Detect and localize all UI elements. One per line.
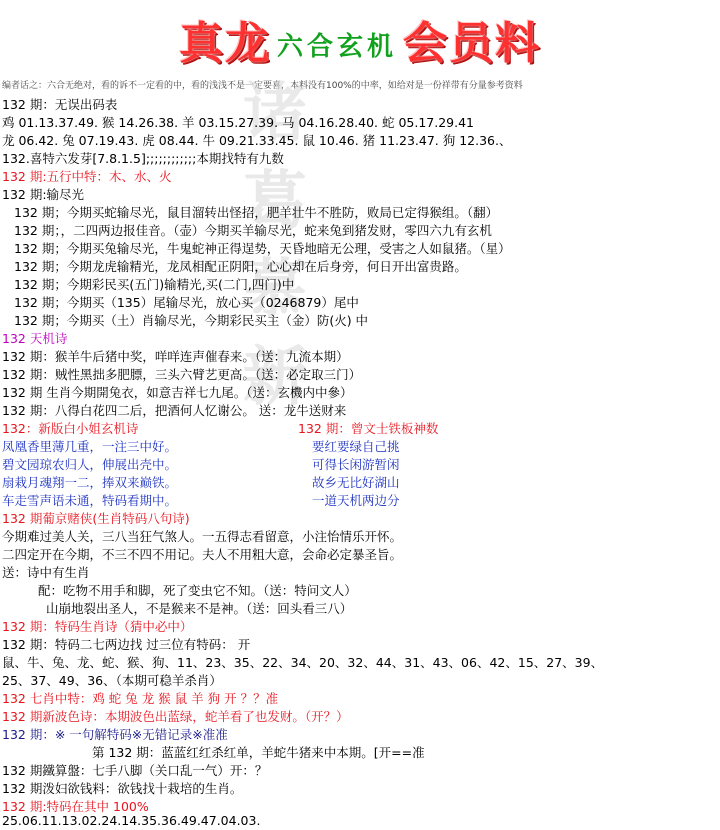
line-period-table-heading: 132 期：无误出码表 <box>2 97 118 112</box>
line-number-list-2: 25、37、49、36、（本期可稳羊杀肖） <box>2 673 222 688</box>
line-gambler-heading: 132 期葡京赌侠(生肖特码八句诗) <box>2 511 190 526</box>
line-gambler-1: 今期难过美人关，三八当狂气煞人。一五得志看留意，小注怡情乐开怀。 <box>2 529 403 544</box>
line-one-sentence: 第 132 期：蓝蓝红红杀红单，羊蛇牛猪来中本期。[开==准 <box>92 745 425 760</box>
line-lose-all-1: 132 期；今期买蛇输尽光，鼠目溜转出怪招，肥羊壮牛不胜防，败局已定得猴组。（翻） <box>14 205 499 220</box>
line-gambler-2: 二四定开在今期，不三不四不用记。夫人不用粗大意，会命必定暴圣旨。 <box>2 547 403 562</box>
line-final-numbers-1: 25.06.11.13.02.24.14.35.36.49.47.04.03. <box>2 813 261 828</box>
line-heaven-poem-heading: 132 天机诗 <box>2 331 68 346</box>
line-miss-bai-3: 扇栽月魂翔一二，捧双来巅铁。 <box>2 475 178 490</box>
watermark-char: 诸 <box>243 76 307 151</box>
line-lose-all-7: 132 期；今期买（土）肖输尽光，今期彩民买主（金）防(火) 中 <box>14 313 369 328</box>
line-zeng-1: 要红要绿自己挑 <box>312 439 400 454</box>
watermark-char: 慕 <box>243 252 307 327</box>
editor-notice: 编者话之：六合无绝对，看的诉不一定看的中，看的浅浅不是一定要喜，本料没有100%的中率，如给对是一份祥带有分量参考资料 <box>2 81 523 91</box>
line-miss-bai-heading: 132：新版白小姐玄机诗 <box>2 421 139 436</box>
watermark-char: 新 <box>243 340 307 415</box>
line-miss-bai-4: 车走雪声语未通，特码看期中。 <box>2 493 178 508</box>
line-lose-all-5: 132 期；今期彩民买(五门)输精光,买(二门,四门)中 <box>14 277 295 292</box>
title-part-3: 会员料 <box>403 18 541 69</box>
title-part-1: 真龙 <box>178 18 271 69</box>
line-special-zodiac-poem: 132 期：特码生肖诗（猜中必中） <box>2 619 193 634</box>
line-shrew-money: 132 期泼妇欲钱料：欲钱找十栽培的生肖。 <box>2 781 243 796</box>
line-zodiac-numbers-1: 鸡 01.13.37.49. 猴 14.26.38. 羊 03.15.27.39. 马 04.16.28.40. 蛇 05.17.29.41 <box>2 115 474 130</box>
line-gambler-5: 山崩地裂出圣人，不是猴来不是神。（送：回头看三八） <box>46 601 353 616</box>
line-lose-all-2: 132 期；，二四两边报佳音。（壶）今期买羊输尽光，蛇来兔到猪发财，零四六九有玄机 <box>14 223 492 238</box>
line-special-code-2-7: 132 期：特码二七两边找 过三位有特码： 开 <box>2 637 251 652</box>
page-header <box>0 0 720 78</box>
line-seven-zodiac: 132 七肖中特：鸡 蛇 兔 龙 猴 鼠 羊 狗 开 ？？准 <box>2 691 279 706</box>
line-gambler-4: 配：吃物不用手和脚，死了变虫它不知。（送：特问文人） <box>38 583 357 598</box>
line-heaven-poem-1: 132 期：猴羊牛后猪中奖，咩咩连声催春来。（送：九流本期） <box>2 349 349 364</box>
line-lucky-digits: 132.喜特六发芽[7.8.1.5];;;;;;;;;;;;本期找特有九数 <box>2 151 284 166</box>
line-zeng-3: 故乡无比好湖山 <box>312 475 400 490</box>
line-lose-all-6: 132 期；今期买（135）尾输尽光，放心买（0246879）尾中 <box>14 295 359 310</box>
line-zeng-4: 一道天机两边分 <box>312 493 400 508</box>
line-zeng-2: 可得长闲游暂闲 <box>312 457 400 472</box>
title-part-2: 六合玄机 <box>276 31 397 62</box>
line-special-inside: 132 期:特码在其中 100% <box>2 799 149 814</box>
line-wave-color-poem: 132 期新波色诗：本期波色出蓝绿，蛇羊看了也发财。（开？） <box>2 709 349 724</box>
line-one-sentence-heading: 132 期：※ 一句解特码※无错记录※准准 <box>2 727 228 742</box>
line-five-elements: 132 期:五行中特：木、水、火 <box>2 169 172 184</box>
line-miss-bai-1: 凤凰香里薄几重，一注三中好。 <box>2 439 178 454</box>
line-iron-abacus: 132 期鐵算盤：七手八脚（关口乱一气）开：？ <box>2 763 268 778</box>
line-heaven-poem-2: 132 期：贼性黑拙多肥膘，三头六臂艺更高。（送：必定取三门） <box>2 367 362 382</box>
line-gambler-3: 送：诗中有生肖 <box>2 565 90 580</box>
line-lose-all-4: 132 期；今期龙虎输精光，龙凤相配正阴阳，心心却在后身旁，何日开出富贵路。 <box>14 259 467 274</box>
line-lose-all-heading: 132 期:输尽光 <box>2 187 85 202</box>
line-heaven-poem-3: 132 期 生肖今期開兔衣，如意吉祥七九尾。（送：玄機内中參） <box>2 385 353 400</box>
watermark-char: 葛 <box>243 164 307 239</box>
line-number-list-1: 鼠、牛、兔、龙、蛇、猴、狗、11、23、35、22、34、20、32、44、31、43、06、42、15、27、39、 <box>2 655 604 670</box>
line-zeng-heading: 132 期：曾文士铁板神数 <box>298 421 439 436</box>
line-lose-all-3: 132 期；今期买兔输尽光，牛鬼蛇神正得逞势，天昏地暗无公理，受害之人如鼠猪。（星） <box>14 241 511 256</box>
line-zodiac-numbers-2: 龙 06.42. 兔 07.19.43. 虎 08.44. 牛 09.21.33.45. 鼠 10.46. 猪 11.23.47. 狗 12.36.、 <box>2 133 512 148</box>
line-miss-bai-2: 碧文园琼农归人，伸展出壳中。 <box>2 457 178 472</box>
line-heaven-poem-4: 132 期：八得白花四二后，把酒何人忆谢公。 送：龙牛送财来 <box>2 403 347 418</box>
